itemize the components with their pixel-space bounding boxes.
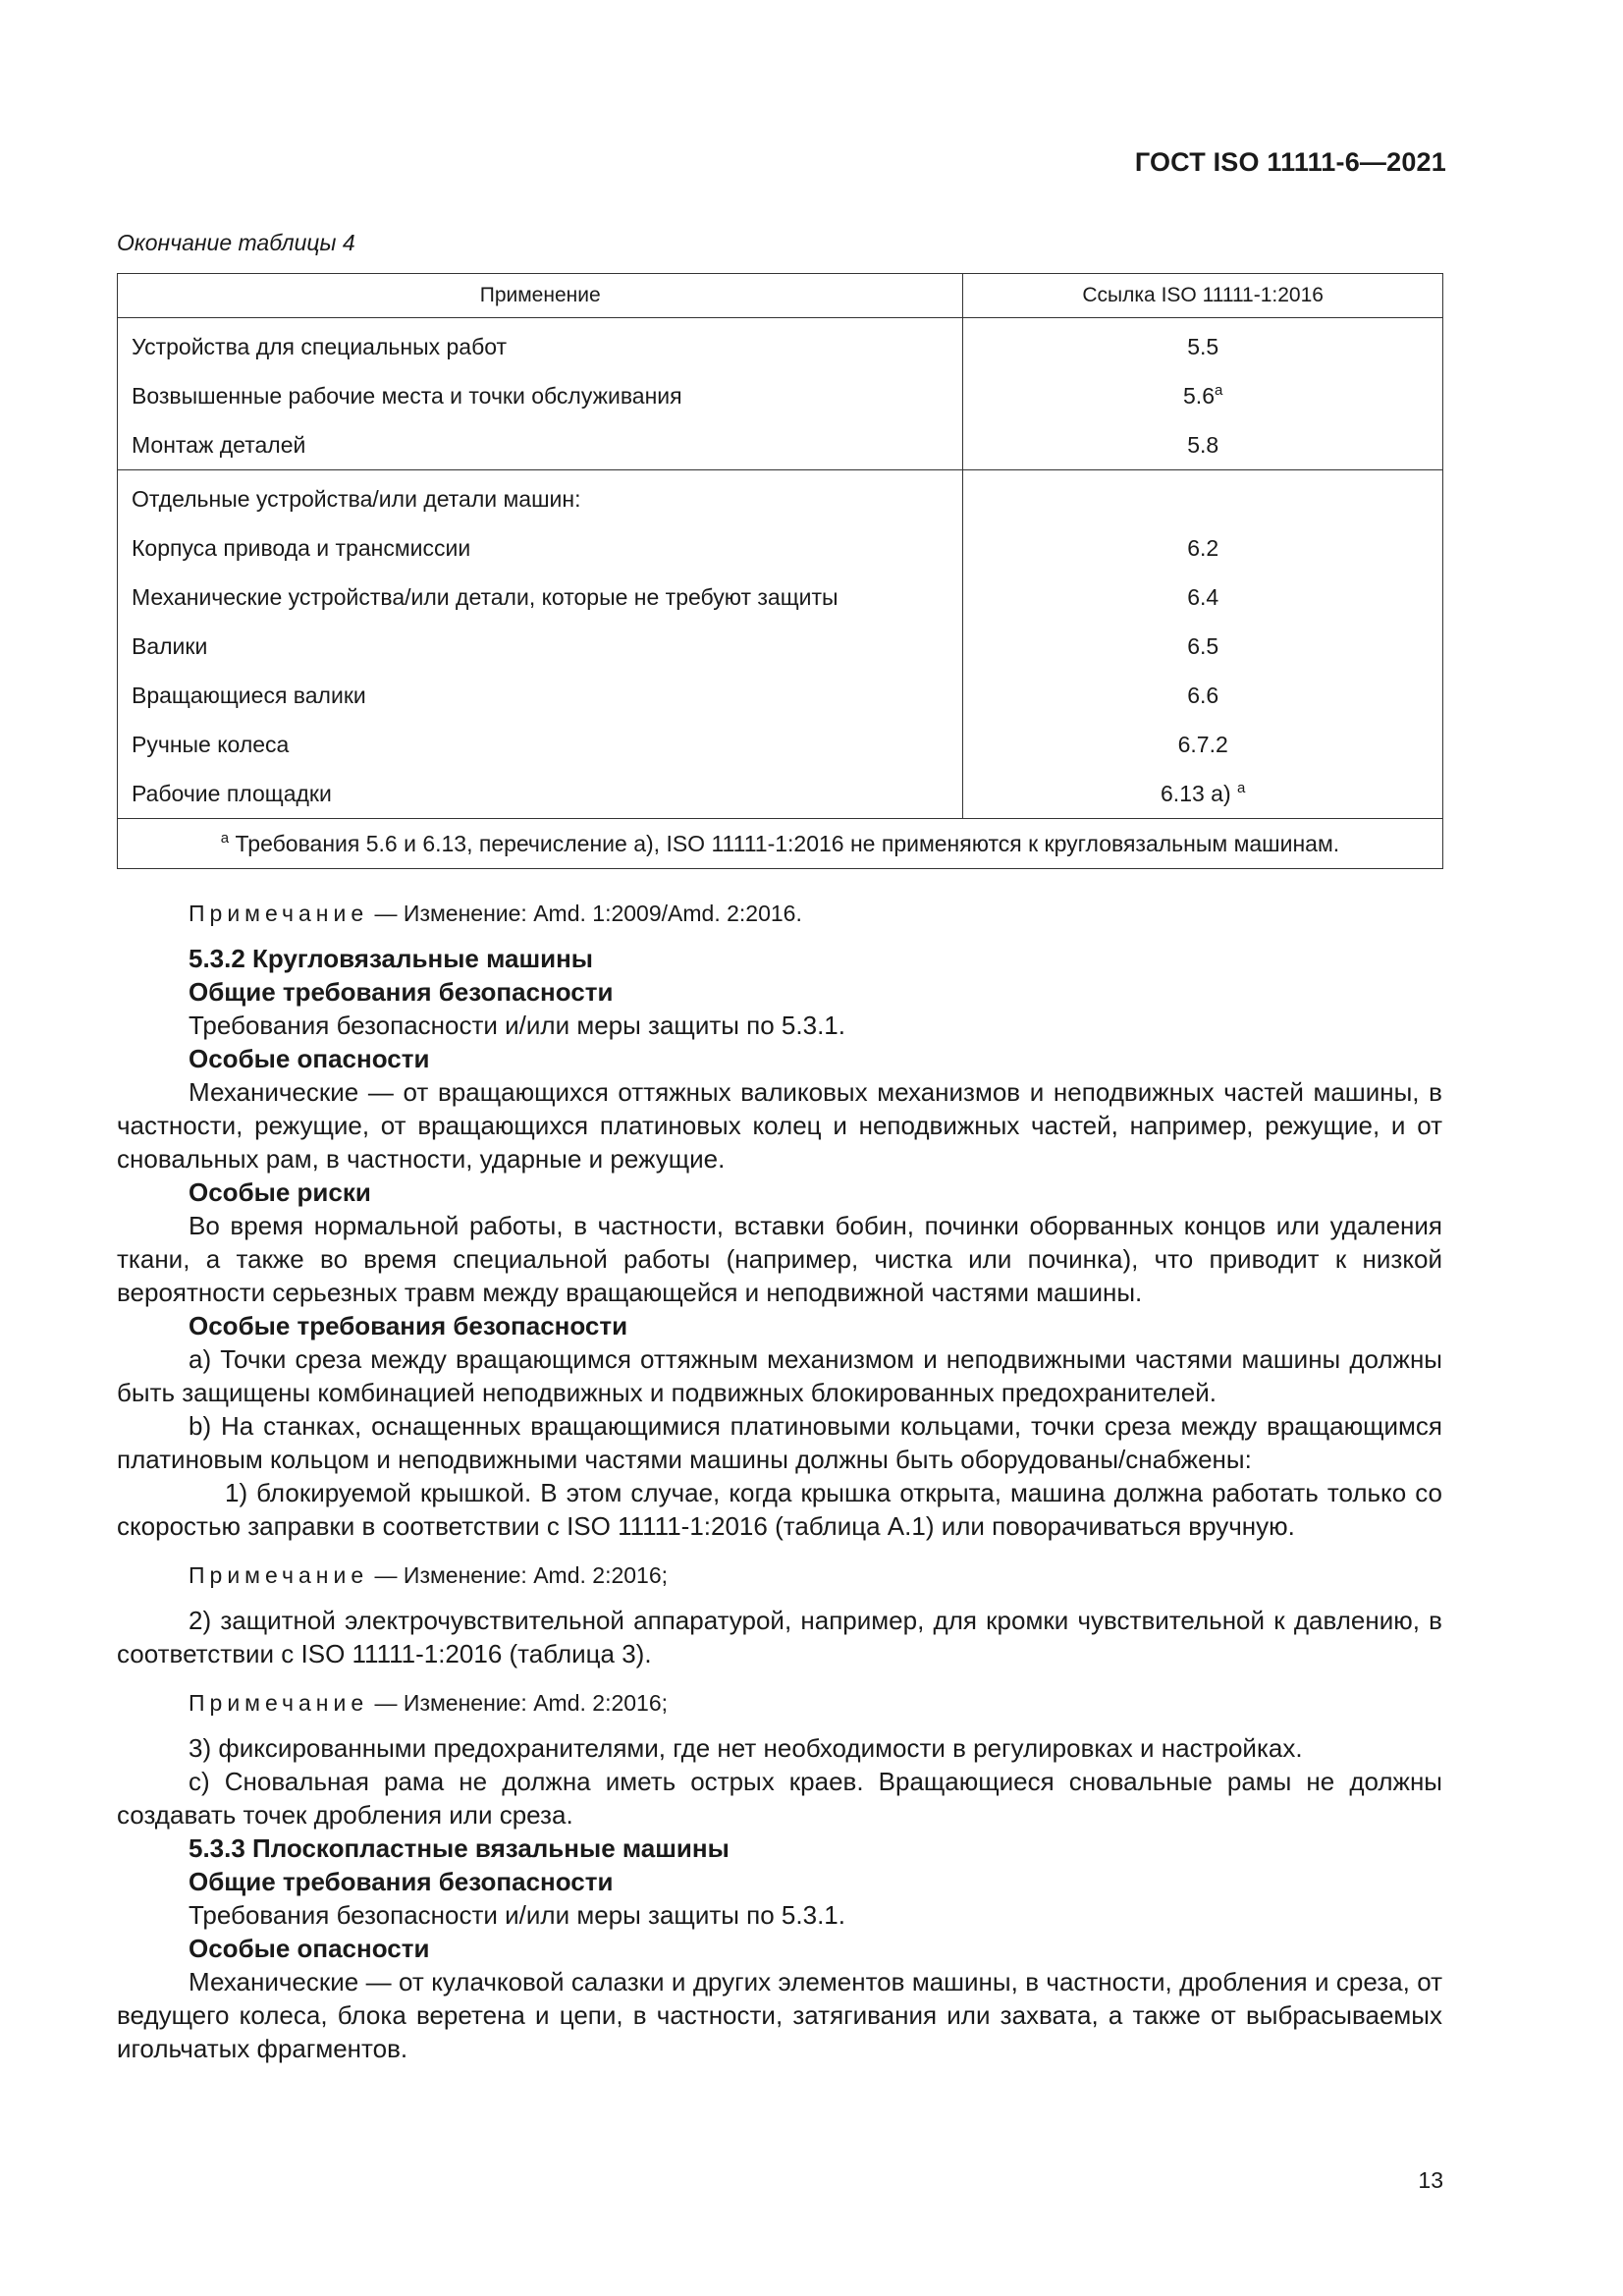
cell-application: Монтаж деталей xyxy=(118,420,963,470)
cell-reference xyxy=(963,318,1443,372)
cell-application: Возвышенные рабочие места и точки обслуживания xyxy=(118,371,963,420)
table-row xyxy=(118,769,1443,819)
cell-reference xyxy=(963,420,1443,470)
reference-value: 5.6 xyxy=(1183,383,1215,409)
section-heading: Общие требования безопасности xyxy=(189,1867,614,1896)
section-heading: Общие требования безопасности xyxy=(189,977,614,1007)
table-footnote-row xyxy=(118,819,1443,869)
paragraph: 2) защитной электрочувствительной аппаратурой, например, для кромки чувствительной к давлению, в соответствии с ISO 11111-1:2016 (таблица 3). xyxy=(117,1606,1442,1668)
reference-value: 6.7.2 xyxy=(1177,731,1228,757)
note xyxy=(117,1558,1442,1592)
table-row xyxy=(118,420,1443,470)
table-4 xyxy=(117,273,1443,869)
footnote-ref-mark: a xyxy=(1237,780,1246,796)
table-row xyxy=(118,671,1443,720)
footnote-text: Требования 5.6 и 6.13, перечисление a), ISO 11111-1:2016 не применяются к кругловязальным машинам. xyxy=(229,831,1340,856)
column-header-reference: Ссылка ISO 11111-1:2016 xyxy=(963,274,1443,318)
cell-application: Корпуса привода и трансмиссии xyxy=(118,523,963,573)
section-heading: Особые требования безопасности xyxy=(189,1311,628,1340)
cell-application: Валики xyxy=(118,622,963,671)
note-text: — Изменение: Amd. 2:2016; xyxy=(368,1562,669,1588)
table-row xyxy=(118,720,1443,769)
cell-application: Устройства для специальных работ xyxy=(118,318,963,372)
table-row xyxy=(118,470,1443,524)
table-footnote xyxy=(118,819,1443,869)
note xyxy=(117,897,1442,930)
paragraph: c) Сновальная рама не должна иметь острых краев. Вращающиеся сновальные рамы не должны создавать точек дробления или среза. xyxy=(117,1767,1442,1830)
page-number: 13 xyxy=(1418,2167,1443,2193)
reference-value: 6.2 xyxy=(1187,534,1219,561)
paragraph: Механические — от кулачковой салазки и других элементов машины, в частности, дробления и среза, от ведущего колеса, блока веретена и цепи, в частности, затягивания или захвата, а также от выбрасываемых игольчатых фрагментов. xyxy=(117,1967,1442,2063)
note-label: Примечание xyxy=(189,1690,369,1716)
document-id-header: ГОСТ ISO 11111-6—2021 xyxy=(1134,147,1446,177)
reference-value: 6.5 xyxy=(1187,632,1219,659)
cell-reference xyxy=(963,622,1443,671)
section-heading: 5.3.3 Плоскопластные вязальные машины xyxy=(189,1833,730,1863)
paragraph: Во время нормальной работы, в частности, вставки бобин, починки оборванных концов или удаления ткани, а также во время специальной работы (например, чистка или починка), что приводит к низкой вероятности серьезных травм между вращающейся и неподвижной частями машины. xyxy=(117,1211,1442,1307)
paragraph: a) Точки среза между вращающимся оттяжным механизмом и неподвижными частями машины должны быть защищены комбинацией неподвижных и подвижных блокированных предохранителей. xyxy=(117,1344,1442,1407)
paragraph: Механические — от вращающихся оттяжных валиковых механизмов и неподвижных частей машины, в частности, режущие, от вращающихся платиновых колец и неподвижных частей, например, режущие, и от сновальных рам, в частности, ударные и режущие. xyxy=(117,1077,1442,1174)
section-heading: Особые риски xyxy=(189,1177,371,1207)
cell-reference xyxy=(963,523,1443,573)
cell-reference xyxy=(963,470,1443,524)
cell-application: Рабочие площадки xyxy=(118,769,963,819)
table-caption: Окончание таблицы 4 xyxy=(117,230,355,255)
footnote-ref-mark: a xyxy=(1215,382,1223,399)
reference-value: 6.6 xyxy=(1187,682,1219,708)
section-heading: 5.3.2 Кругловязальные машины xyxy=(189,944,594,973)
table-row xyxy=(118,371,1443,420)
body-text xyxy=(117,881,1442,2065)
reference-value: 5.8 xyxy=(1187,431,1219,458)
note-label: Примечание xyxy=(189,901,369,926)
column-header-application: Применение xyxy=(118,274,963,318)
table-row xyxy=(118,318,1443,372)
cell-reference xyxy=(963,371,1443,420)
reference-value: 6.13 a) xyxy=(1161,781,1238,806)
section-heading: Особые опасности xyxy=(189,1934,430,1963)
note-label: Примечание xyxy=(189,1562,369,1588)
table-header-row xyxy=(118,274,1443,318)
paragraph: 1) блокируемой крышкой. В этом случае, когда крышка открыта, машина должна работать только со скоростью заправки в соответствии с ISO 11111-1:2016 (таблица A.1) или поворачиваться вручную. xyxy=(117,1478,1442,1541)
cell-application: Отдельные устройства/или детали машин: xyxy=(118,470,963,524)
paragraph: Требования безопасности и/или меры защиты по 5.3.1. xyxy=(189,1011,845,1040)
note-text: — Изменение: Amd. 2:2016; xyxy=(368,1690,669,1716)
cell-application: Механические устройства/или детали, которые не требуют защиты xyxy=(118,573,963,622)
reference-value: 5.5 xyxy=(1187,333,1219,359)
reference-value: 6.4 xyxy=(1187,583,1219,610)
note xyxy=(117,1686,1442,1720)
cell-application: Ручные колеса xyxy=(118,720,963,769)
cell-reference xyxy=(963,769,1443,819)
cell-reference xyxy=(963,720,1443,769)
paragraph: Требования безопасности и/или меры защиты по 5.3.1. xyxy=(189,1900,845,1930)
paragraph: 3) фиксированными предохранителями, где нет необходимости в регулировках и настройках. xyxy=(189,1733,1303,1763)
footnote-mark: a xyxy=(220,830,230,847)
cell-application: Вращающиеся валики xyxy=(118,671,963,720)
table-row xyxy=(118,523,1443,573)
note-text: — Изменение: Amd. 1:2009/Amd. 2:2016. xyxy=(368,901,802,926)
table-row xyxy=(118,573,1443,622)
cell-reference xyxy=(963,573,1443,622)
table-row xyxy=(118,622,1443,671)
paragraph: b) На станках, оснащенных вращающимися платиновыми кольцами, точки среза между вращающимся платиновым кольцом и неподвижными частями машины должны быть оборудованы/снабжены: xyxy=(117,1411,1442,1474)
section-heading: Особые опасности xyxy=(189,1044,430,1073)
cell-reference xyxy=(963,671,1443,720)
